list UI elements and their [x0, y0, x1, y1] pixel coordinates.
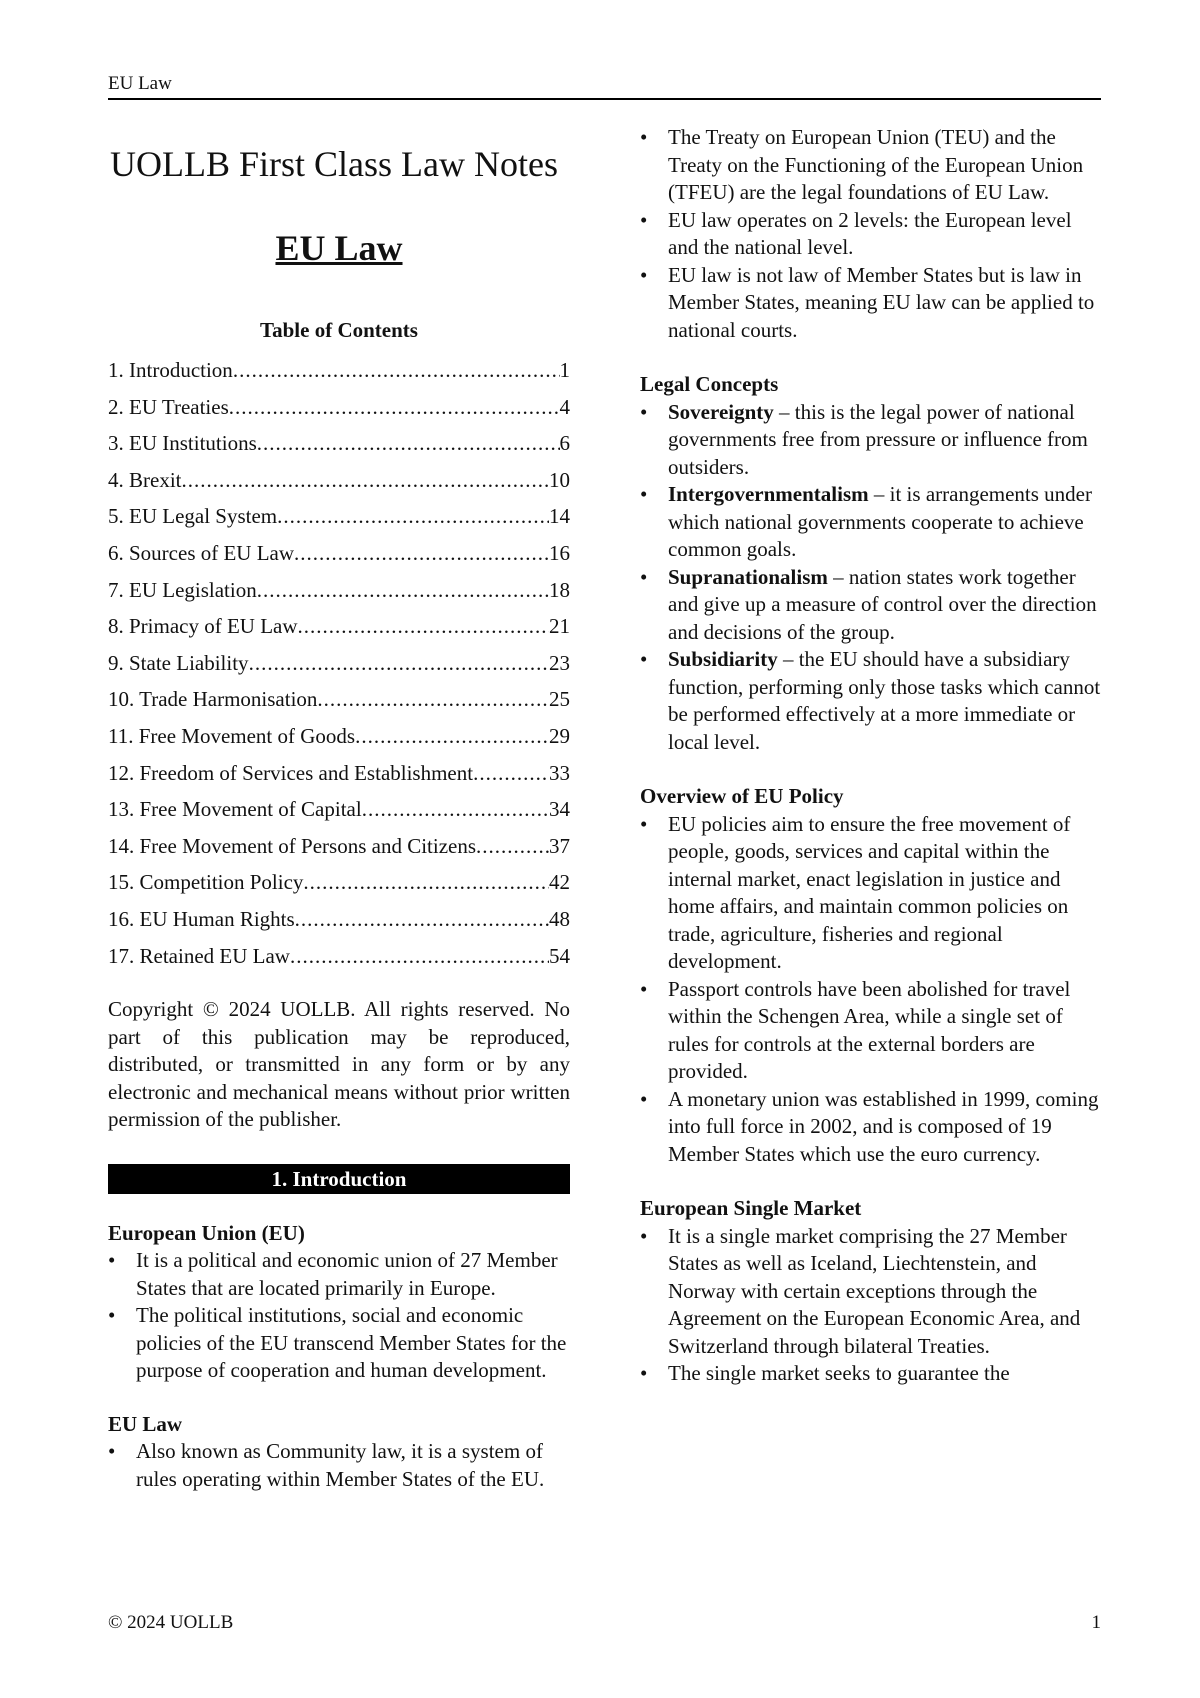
- toc-leader-dots: [249, 645, 549, 682]
- bullet-icon: •: [108, 1303, 116, 1328]
- eu-law-section: [108, 1411, 570, 1494]
- toc-item-label: 14. Free Movement of Persons and Citizens: [108, 833, 477, 858]
- intro-bullet-list: [640, 124, 1102, 344]
- toc-item-label: 10. Trade Harmonisation: [108, 687, 318, 712]
- list-item-text: EU law operates on 2 levels: the European level and the national level.: [668, 207, 1072, 259]
- footer-copyright: © 2024 UOLLB: [108, 1612, 234, 1633]
- list-item: [640, 124, 1102, 207]
- policy-heading: Overview of EU Policy: [640, 784, 844, 808]
- document-subtitle: EU Law: [275, 228, 403, 268]
- toc-item-page: 34: [549, 797, 570, 822]
- list-item: [640, 207, 1102, 262]
- list-item-text: The political institutions, social and economic policies of the EU transcend Member States for the purpose of cooperation and human development.: [136, 1303, 567, 1383]
- concept-item: [640, 564, 1102, 647]
- toc-item[interactable]: [108, 718, 570, 755]
- toc-item-page: 23: [549, 650, 570, 675]
- toc-leader-dots: [298, 608, 549, 645]
- bullet-icon: •: [108, 1439, 116, 1464]
- concept-definition: – the EU should have a subsidiary function, performing only those tasks which cannot be performed effectively at a more immediate or local level.: [668, 647, 1101, 754]
- toc-item[interactable]: [108, 572, 570, 609]
- policy-section: [640, 783, 1102, 1168]
- toc-item[interactable]: [108, 352, 570, 389]
- toc-leader-dots: [476, 828, 549, 865]
- toc-item-label: 16. EU Human Rights: [108, 906, 295, 931]
- toc-leader-dots: [257, 572, 549, 609]
- list-item-text: A monetary union was established in 1999, coming into full force in 2002, and is composed of 19 Member States which use the euro currency.: [668, 1086, 1099, 1166]
- bullet-icon: •: [640, 1086, 648, 1111]
- toc-leader-dots: [229, 389, 560, 426]
- concept-definition: – this is the legal power of national governments free from pressure or influence from outsiders.: [668, 399, 1088, 479]
- toc-leader-dots: [277, 498, 549, 535]
- toc-item-page: 48: [549, 906, 570, 931]
- list-item: [108, 1247, 570, 1302]
- toc-leader-dots: [290, 938, 549, 975]
- concept-item: [640, 481, 1102, 564]
- toc-item-page: 14: [549, 504, 570, 529]
- concept-term: Intergovernmentalism: [668, 482, 869, 506]
- eu-law-heading: EU Law: [108, 1411, 183, 1436]
- list-item-text: EU policies aim to ensure the free movement of people, goods, services and capital within the internal market, enact legislation in justice and home affairs, and maintain common policies on trade, agriculture, fisheries and regional development.: [668, 811, 1071, 973]
- left-column: [108, 136, 570, 1493]
- toc-item-page: 54: [549, 943, 570, 968]
- list-item: [640, 811, 1102, 976]
- toc-item-page: 1: [559, 358, 570, 382]
- toc-item-page: 6: [559, 431, 570, 456]
- toc-item-page: 21: [549, 614, 570, 639]
- bullet-icon: •: [640, 1223, 648, 1248]
- toc-item-label: 7. EU Legislation: [108, 577, 257, 602]
- toc-item[interactable]: [108, 645, 570, 682]
- list-item: [640, 262, 1102, 345]
- page-number: 1: [1091, 1612, 1101, 1633]
- running-header-title: EU Law: [108, 73, 172, 94]
- toc-item[interactable]: [108, 828, 570, 865]
- toc-item-label: 8. Primacy of EU Law: [108, 614, 298, 639]
- toc-item-label: 9. State Liability: [108, 650, 249, 675]
- toc-item-label: 5. EU Legal System: [108, 504, 278, 529]
- toc-leader-dots: [317, 681, 549, 718]
- list-item: [640, 1223, 1102, 1361]
- toc-item[interactable]: [108, 462, 570, 499]
- toc-leader-dots: [473, 755, 549, 792]
- toc-leader-dots: [233, 352, 560, 389]
- policy-bullet-list: [640, 811, 1102, 1169]
- toc-leader-dots: [362, 791, 549, 828]
- list-item-text: The single market seeks to guarantee the: [668, 1361, 1010, 1385]
- list-item: [640, 1086, 1102, 1169]
- list-item-text: Also known as Community law, it is a system of rules operating within Member States of the EU.: [136, 1439, 545, 1491]
- document-title: UOLLB First Class Law Notes: [110, 144, 558, 184]
- bullet-icon: •: [640, 262, 648, 287]
- bullet-icon: •: [640, 647, 648, 671]
- eu-section: [108, 1220, 570, 1385]
- single-market-heading: European Single Market: [640, 1196, 862, 1220]
- toc-leader-dots: [294, 535, 549, 572]
- section-heading-bar: 1. Introduction: [108, 1164, 570, 1194]
- legal-concepts-section: [640, 371, 1102, 756]
- toc-leader-dots: [257, 425, 560, 462]
- toc-item[interactable]: [108, 901, 570, 938]
- bullet-icon: •: [640, 1361, 648, 1385]
- right-column: [640, 124, 1102, 1388]
- eu-heading: European Union (EU): [108, 1220, 305, 1245]
- bullet-icon: •: [108, 1248, 116, 1273]
- bullet-icon: •: [640, 976, 648, 1001]
- bullet-icon: •: [640, 125, 648, 149]
- toc-item[interactable]: [108, 791, 570, 828]
- toc-item-page: 4: [559, 394, 570, 419]
- toc-leader-dots: [355, 718, 549, 755]
- copyright-notice: Copyright © 2024 UOLLB. All rights reserved. No part of this publication may be reproduced, distributed, or transmitted in any form or by any electronic and mechanical means without prior written permission of the publisher.: [108, 997, 570, 1132]
- list-item-text: EU law is not law of Member States but is law in Member States, meaning EU law can be applied to national courts.: [668, 262, 1095, 342]
- concept-term: Sovereignty: [668, 399, 774, 424]
- toc-item-label: 3. EU Institutions: [108, 431, 257, 456]
- running-header: [108, 72, 1101, 100]
- toc-item[interactable]: [108, 498, 570, 535]
- single-market-bullet-list: [640, 1223, 1102, 1388]
- legal-concepts-list: [640, 399, 1102, 757]
- toc-item-page: 16: [549, 540, 570, 565]
- table-of-contents: [108, 352, 570, 974]
- toc-item-label: 12. Freedom of Services and Establishment: [108, 760, 474, 785]
- bullet-icon: •: [640, 207, 648, 232]
- toc-item[interactable]: [108, 755, 570, 792]
- toc-leader-dots: [182, 462, 550, 499]
- toc-item[interactable]: [108, 681, 570, 718]
- toc-item-label: 15. Competition Policy: [108, 870, 304, 895]
- toc-item-label: 11. Free Movement of Goods: [108, 723, 356, 748]
- eu-bullet-list: [108, 1247, 570, 1385]
- bullet-icon: •: [640, 399, 648, 424]
- toc-heading: Table of Contents: [260, 318, 418, 342]
- concept-item: [640, 399, 1102, 482]
- eu-law-bullet-list: [108, 1438, 570, 1493]
- concept-definition: – it is arrangements under which national governments cooperate to achieve common goals.: [668, 482, 1092, 561]
- toc-item-page: 25: [549, 687, 570, 712]
- bullet-icon: •: [640, 564, 648, 589]
- toc-item-label: 4. Brexit: [108, 467, 182, 492]
- legal-concepts-heading: Legal Concepts: [640, 372, 779, 396]
- toc-item-page: 42: [549, 870, 570, 895]
- toc-item[interactable]: [108, 608, 570, 645]
- list-item-text: It is a single market comprising the 27 Member States as well as Iceland, Liechtenstein, and Norway with certain exceptions through the Agreement on the European Economic Area, and Switzerland through bilateral Treaties.: [668, 1223, 1081, 1358]
- concept-item: [640, 646, 1102, 756]
- toc-item-label: 6. Sources of EU Law: [108, 540, 295, 565]
- list-item-text: It is a political and economic union of 27 Member States that are located primarily in Europe.: [136, 1248, 558, 1300]
- toc-item-page: 18: [549, 577, 570, 602]
- single-market-section: [640, 1195, 1102, 1388]
- toc-item[interactable]: [108, 389, 570, 426]
- toc-item-page: 29: [549, 723, 570, 748]
- toc-item-label: 1. Introduction: [108, 358, 233, 382]
- list-item: [640, 1360, 1102, 1388]
- concept-definition: – nation states work together and give up a measure of control over the direction and decisions of the group.: [668, 564, 1097, 644]
- list-item: [108, 1302, 570, 1385]
- toc-item[interactable]: [108, 535, 570, 572]
- toc-item-page: 33: [549, 760, 570, 785]
- bullet-icon: •: [640, 482, 648, 506]
- bullet-icon: •: [640, 811, 648, 836]
- toc-leader-dots: [303, 864, 549, 901]
- toc-item-page: 10: [549, 467, 570, 492]
- toc-item-page: 37: [549, 833, 570, 858]
- list-item: [640, 976, 1102, 1086]
- concept-term: Supranationalism: [668, 564, 828, 589]
- toc-item[interactable]: [108, 938, 570, 975]
- list-item-text: The Treaty on European Union (TEU) and the Treaty on the Functioning of the European Union (TFEU) are the legal foundations of EU Law.: [668, 125, 1084, 204]
- toc-item[interactable]: [108, 425, 570, 462]
- toc-item-label: 17. Retained EU Law: [108, 943, 290, 968]
- toc-item-label: 13. Free Movement of Capital: [108, 797, 362, 822]
- toc-leader-dots: [295, 901, 549, 938]
- toc-item[interactable]: [108, 864, 570, 901]
- list-item-text: Passport controls have been abolished for travel within the Schengen Area, while a single set of rules for controls at the external borders are provided.: [668, 976, 1071, 1083]
- toc-item-label: 2. EU Treaties: [108, 394, 229, 419]
- concept-term: Subsidiarity: [668, 647, 778, 671]
- list-item: [108, 1438, 570, 1493]
